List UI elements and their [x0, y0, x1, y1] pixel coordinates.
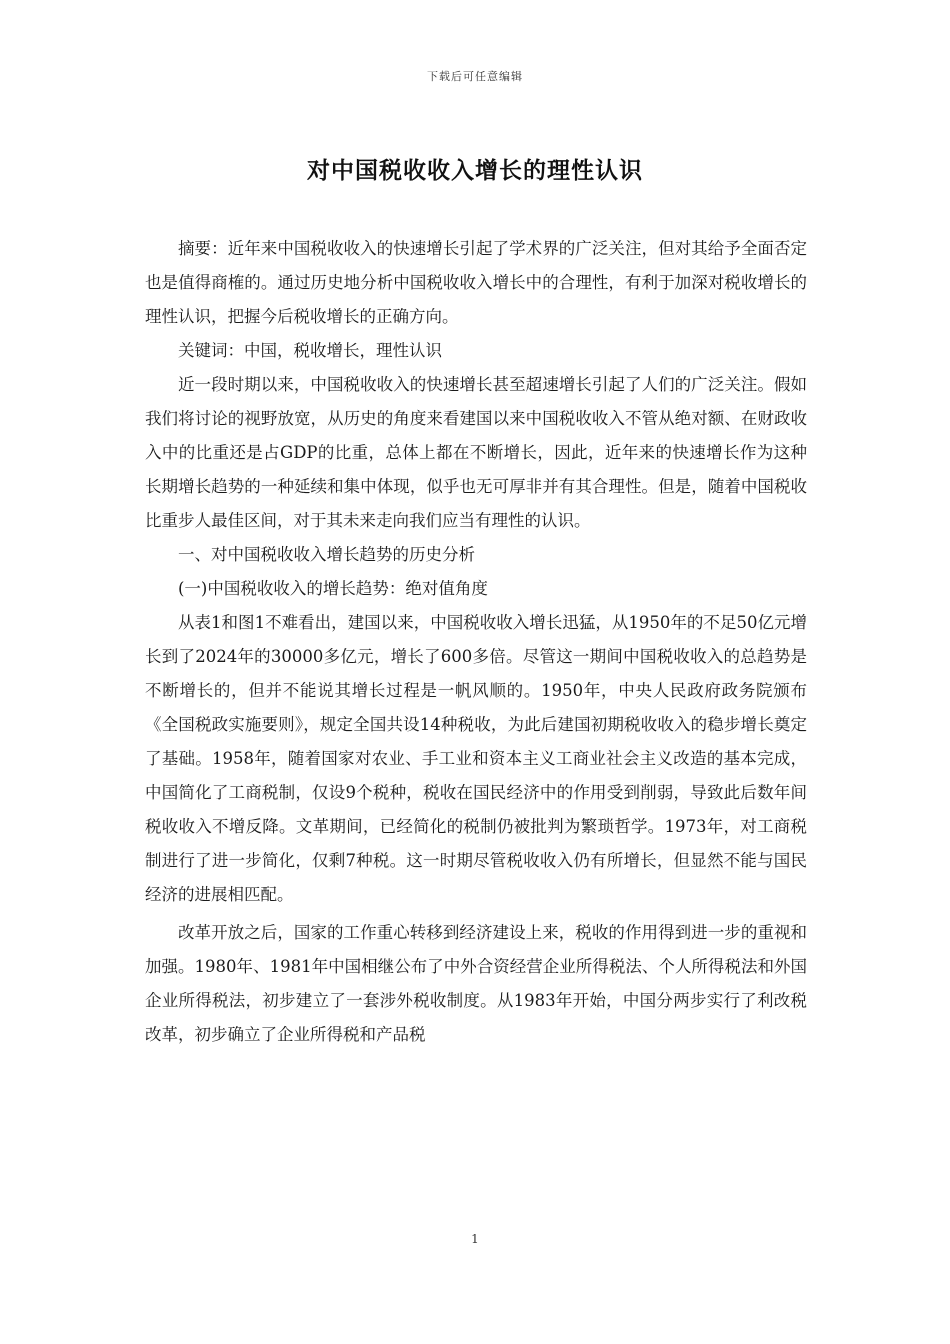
keywords-paragraph: 关键词：中国，税收增长，理性认识 — [178, 341, 442, 360]
abstract-paragraph: 摘要：近年来中国税收收入的快速增长引起了学术界的广泛关注，但对其给予全面否定也是值得商榷的。通过历史地分析中国税收收入增长中的合理性，有利于加深对税收增长的理性认识，把握今后税收增长的正确方向。 — [145, 239, 807, 326]
section-heading: 一、对中国税收收入增长趋势的历史分析 — [178, 545, 475, 564]
page-number: 1 — [471, 1232, 479, 1246]
document-body — [145, 232, 807, 1052]
document-title: 对中国税收收入增长的理性认识 — [307, 158, 643, 184]
header-note: 下载后可任意编辑 — [427, 70, 523, 83]
body-paragraph: 改革开放之后，国家的工作重心转移到经济建设上来，税收的作用得到进一步的重视和加强。1980年、1981年中国相继公布了中外合资经营企业所得税法、个人所得税法和外国企业所得税法，初步建立了一套涉外税收制度。从1983年开始，中国分两步实行了利改税改革，初步确立了企业所得税和产品税 — [145, 923, 807, 1044]
subsection-heading: (一)中国税收收入的增长趋势：绝对值角度 — [178, 579, 488, 598]
body-paragraph: 近一段时期以来，中国税收收入的快速增长甚至超速增长引起了人们的广泛关注。假如我们将讨论的视野放宽，从历史的角度来看建国以来中国税收收入不管从绝对额、在财政收入中的比重还是占GDP的比重，总体上都在不断增长，因此，近年来的快速增长作为这种长期增长趋势的一种延续和集中体现，似乎也无可厚非并有其合理性。但是，随着中国税收比重步人最佳区间，对于其未来走向我们应当有理性的认识。 — [145, 375, 807, 530]
body-paragraph: 从表1和图1不难看出，建国以来，中国税收收入增长迅猛，从1950年的不足50亿元增长到了2024年的30000多亿元，增长了600多倍。尽管这一期间中国税收收入的总趋势是不断增长的，但并不能说其增长过程是一帆风顺的。1950年，中央人民政府政务院颁布《全国税政实施要则》，规定全国共设14种税收，为此后建国初期税收收入的稳步增长奠定了基础。1958年，随着国家对农业、手工业和资本主义工商业社会主义改造的基本完成，中国简化了工商税制，仅设9个税种，税收在国民经济中的作用受到削弱，导致此后数年间税收收入不增反降。文革期间，已经简化的税制仍被批判为繁琐哲学。1973年，对工商税制进行了进一步简化，仅剩7种税。这一时期尽管税收收入仍有所增长，但显然不能与国民经济的进展相匹配。 — [145, 613, 807, 904]
